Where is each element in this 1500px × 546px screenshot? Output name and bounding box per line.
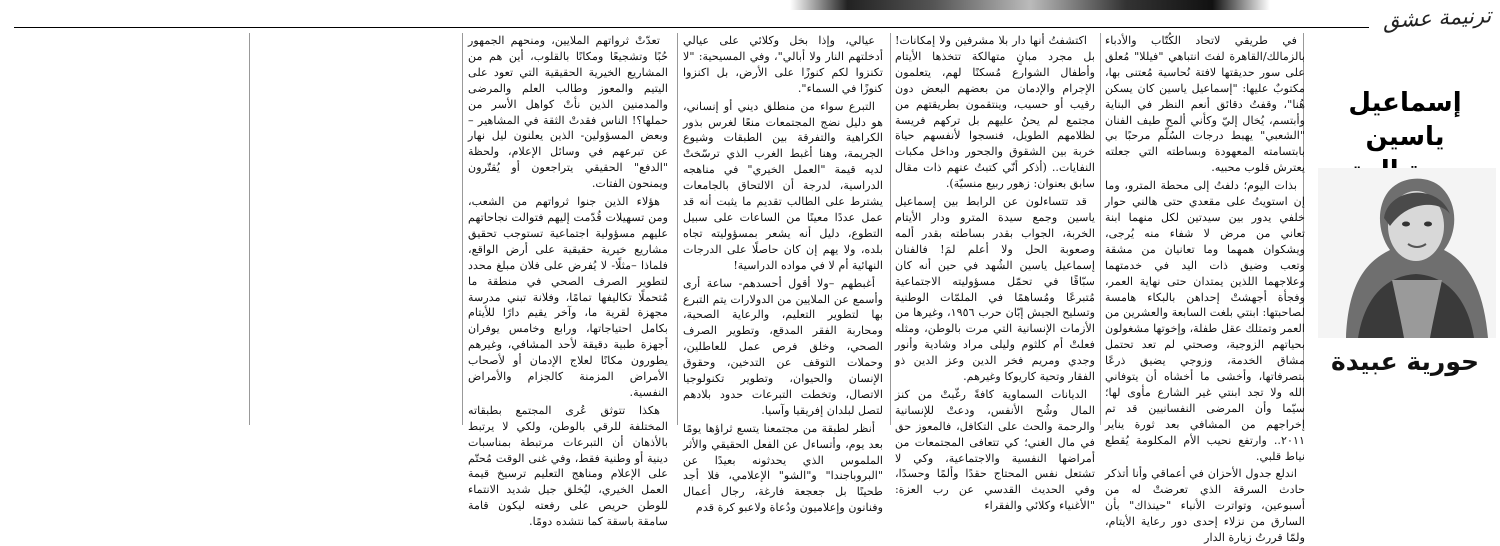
author-portrait-image <box>1318 168 1496 338</box>
column-divider <box>890 33 891 425</box>
top-divider <box>14 27 1369 28</box>
text-column-3 <box>683 33 883 515</box>
text-column-4 <box>468 33 668 529</box>
text-column-1 <box>1105 33 1305 545</box>
paragraph: تعدّتْ ثرواتهم الملايين، ومنحهم الجمهور حُبًا وتشجيعًا ومكانًا بالقلوب، أين هم من المشاريع الخيرية الحقيقية التي تعود على اليتيم والمعوز وطالب العلم والمرضى والمدمنين الذين نأتْ كواهل الأسر من حملها؟! الناس فقدتْ الثقة في المشاهير –وبعض المسؤولين- الذين يعلنون ليل نهار عن تبرعهم في وسائل الإعلام، ولحظة "الدفع" الحقيقي يتراجعون أو يُقتّرون ويمنحون الفتات. <box>468 34 668 191</box>
paragraph: عيالي، وإذا بخل وكلائي على عيالي أدخلتهم النار ولا أبالي"، وفي المسيحية: "لا تكنزوا لكم كنوزًا على الأرض، بل اكنزوا كنوزًا في السماء". <box>683 34 883 95</box>
text-column-6 <box>42 33 242 425</box>
column-divider <box>1100 33 1101 425</box>
paragraph: الديانات السماوية كافةً رغّبتْ من كنز المال وشُح الأنفس، ودعتْ للإنسانية والرحمة والحث على التكافل، فالمعوز حق في مال الغني؛ كي تتعافى المجتمعات من أمراضها النفسية والاجتماعية، وكي لا تشتعل نفس المحتاج حقدًا وألمًا وحسدًا، وفي الحديث القدسي عن رب العزة: "الأغنياء وكلائي والفقراء <box>895 387 1095 513</box>
author-photo <box>1318 168 1496 338</box>
column-divider <box>462 33 463 425</box>
headline-line-1: إسماعيل ياسين <box>1348 88 1462 152</box>
text-column-2 <box>895 33 1095 513</box>
column-title: ترنيمة عشق <box>1382 3 1492 33</box>
paragraph: في طريقي لاتحاد الكُتّاب والأدباء بالزمالك/القاهرة لفتَ انتباهي "فيللا" مُعلق على سور حديقتها لافتة نُحاسية مُعتنى بها، مكتوبٌ عليها: "إسماعيل ياسين كان يسكن هُنا"، وقفتُ دقائق أنعم النظر في البناية وأبتسم، يُخال إليّ وكأني ألمح طيف الفنان "الشعبي" يهبط درجات السُلّم مرحبًا بي بابتسامته المعهودة وبساطته التي جعلته يعترش قلوب محبيه. <box>1105 34 1305 175</box>
paragraph: اكتشفتُ أنها دار بلا مشرفين ولا إمكانات! بل مجرد مبانٍ متهالكة تتخذها الأيتام وأطفال الشوارع مُسكنًا لهم، يتعلمون الإجرام والإدمان من بعضهم البعض دون رقيب أو حسيب، وينتقمون بطريقتهم من مجتمع لم يحنُ عليهم بل تركهم فريسة لظلامهم الطويل، فنسجوا لأنفسهم حياة خربة بين الشقوق والجحور وداخل مكبات النفايات.. (أذكر أنّي كتبتُ عنهم ذات مقال سابق بعنوان: زهور ربيع منسيّة). <box>895 34 1095 191</box>
paragraph: أغبطهم –ولا أقول أحسدهم- ساعة أرى وأسمع عن الملايين من الدولارات يتم التبرع بها لتطوير التعليم، والرعاية الصحية، ومحاربة الفقر المدقع، وتطوير الصرف الصحي، وخلق فرص عمل للعاطلين، وحملات التوقف عن التدخين، وحقوق الإنسان والحيوان، وتطوير تكنولوجيا الاتصال، وتخطت التبرعات حدود بلادهم لتصل لبلدان إفريقيا وآسيا. <box>683 276 883 417</box>
paragraph: التبرع سواء من منطلق ديني أو إنساني، هو دليل نضج المجتمعات منعًا لغرس بذور الكراهية والتفرقة بين الطبقات وشيوع الجريمة، وهنا أغبط الغرب الذي ترسّختْ لديه قيمة "العمل الخيري" في مناهجه الدراسية، لدرجة أن الالتحاق بالجامعات يشترط على الطالب تقديم ما يثبت أنه قد عمل عددًا معينًا من الساعات على سبيل التطوع، دليل أنه يشعر بمسؤوليته تجاه بلده، ولا يهم إن كان حاصلًا على الدرجات النهائية أم لا في مواده الدراسية! <box>683 99 883 272</box>
paragraph: بذات اليوم؛ دلفتُ إلى محطة المترو، وما إن استويتُ على مقعدي حتى هالني حوار خلفي يدور بين سيدتين لكل منهما ابنة تعاني من مرض لا شفاء منه يُرجى، ويشكوان همهما وما تعانيان من مشقة وتعب وضيق ذات اليد في خدمتهما وعلاجهما اللذين يمتدان حتى نهاية العمر، وفجأة أجهشتْ إحداهن بالبكاء هامسة لصاحبتها: ابنتي بلغت السابعة والعشرين من العمر وتمتلك عقل طفلة، وإخوتها مشغولون بحياتهم الزوجية، وصحتي لم تعد تحتمل مشاق الخدمة، وزوجي يضيق ذرعًا بتصرفاتها، وأخشى ما أخشاه أن يتوفاني الله ولا تجد ابنتي غير الشارع مأوى لها؛ سيّما وأن المرضى النفسانيين قد تم إخراجهم من المشافي بعد ثورة يناير ٢٠١١.. وارتفع نحيب الأم المكلومة يُقطع نياط قلبي. <box>1105 179 1305 463</box>
paragraph: هكذا تتوثق عُرى المجتمع بطبقاته المختلفة للرقي بالوطن، ولكي لا يرتبط بالأذهان أن التبرعات مرتبطة بمناسبات دينية أو وطنية فقط، وفي غنى الوقت مُحتّم على الإعلام ومناهج التعليم ترسيخ قيمة العمل الخيري، ليُخلق جيل شديد الانتماء للوطن حريص على رفعته ليكون قامة سامقة باسقة كما نتشده دومًا. <box>468 403 668 529</box>
paragraph: أنظر لطبقة من مجتمعنا يتسع ثراؤها يومًا بعد يوم، وأتساءل عن الفعل الحقيقي والأثر الملموس الذي يحدثونه بعيدًا عن "البروباجندا" و"الشو" الإعلامي، فلا أجد طحينًا بل جعجعة فارغة، رجال أعمال وفنانون وإعلاميون ودُعاة ولاعبو كرة قدم <box>683 421 883 515</box>
column-divider <box>249 33 250 425</box>
author-byline: حورية عبيدة <box>1330 347 1480 376</box>
paragraph: اندلع جدول الأحزان في أعماقي وأنا أتذكر حادث السرقة الذي تعرضتْ له من أسبوعين، وتواترت الأنباء "حينذاك" بأن السارق من نزلاء إحدى دور رعاية الأيتام، ولمّا قررتُ زيارة الدار <box>1105 467 1305 545</box>
paragraph: قد تتساءلون عن الرابط بين إسماعيل ياسين وجمع سيدة المترو ودار الأيتام الخربة، الجواب بقدر بساطته بقدر ألمه وصعوبة الحل ولا أعلم لمَ! فالفنان إسماعيل ياسين الشُهد في حين أنه كان سبّاقًا في تحمّل مسؤوليته الاجتماعية مُتبرعًا ومُساهمًا في الملمّات الوطنية وتسليح الجيش إبّان حرب ١٩٥٦، وغيرها من الأزمات الإنسانية التي مرت بالوطن، ومثله فعلتْ أم كلثوم وليلى مراد وشادية وأنور وجدي ومريم فخر الدين وعز الدين ذو الفقار وتحية كاريوكا وغيرهم. <box>895 195 1095 384</box>
column-divider <box>677 33 678 425</box>
text-column-5 <box>255 33 455 425</box>
header-photo <box>790 0 1270 10</box>
paragraph: هؤلاء الذين جنوا ثرواتهم من الشعب، ومن تسهيلات قُدّمت إليهم فتوالت نجاحاتهم عليهم مسؤولية اجتماعية تستوجب تحقيق مشاريع خيرية حقيقية على أرض الواقع، فلماذا –مثلًا- لا يُفرض على فلان مبلغ محدد لتطوير الصرف الصحي في منطقة ما مُتحملًا تكاليفها تمامًا، وفلانة تبني مدرسة مجهزة لقرية ما، وآخر يقيم دارًا للأيتام بكامل احتياجاتها، ورابع وخامس يوفران أجهزة طبية دقيقة لأحد المشافي، وغيرهم يطورون مكانًا لعلاج الإدمان أو لأصحاب الأمراض المزمنة كالجزام والأمراض النفسية. <box>468 195 668 399</box>
